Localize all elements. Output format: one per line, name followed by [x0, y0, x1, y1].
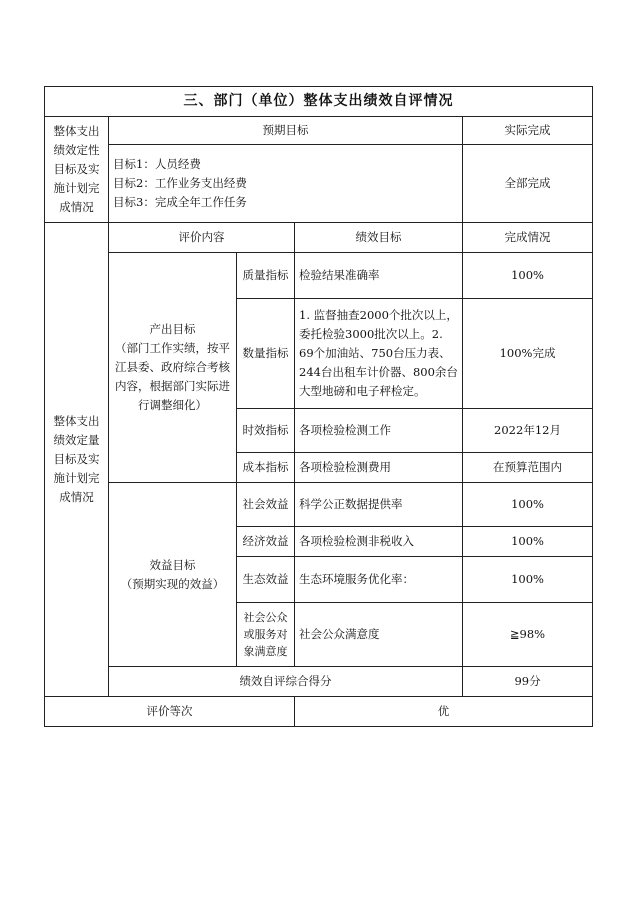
- header-content: 评价内容: [109, 223, 295, 253]
- grade-label: 评价等次: [45, 697, 295, 727]
- indicator-social: 社会效益: [237, 483, 295, 527]
- target-satisfaction: 社会公众满意度: [295, 603, 463, 667]
- indicator-quantity: 数量指标: [237, 299, 295, 409]
- target-economic: 各项检验检测非税收入: [295, 527, 463, 557]
- benefit-label: 效益目标: [149, 557, 196, 572]
- indicator-ecological: 生态效益: [237, 557, 295, 603]
- goals-cell: [109, 145, 463, 223]
- indicator-satisfaction: 社会公众或服务对象满意度: [237, 603, 295, 667]
- benefit-goal-cell: [109, 483, 237, 667]
- grade-row: [45, 697, 593, 727]
- output-goal-cell: [109, 253, 237, 483]
- benefit-note: （预期实现的效益）: [120, 576, 225, 591]
- status-cost: 在预算范围内: [463, 453, 593, 483]
- score-value: 99分: [463, 667, 593, 697]
- goal-3: 目标3：完成全年工作任务: [113, 195, 247, 209]
- output-note: （部门工作实绩，按平江县委、政府综合考核内容，根据部门实际进行调整细化）: [115, 341, 230, 412]
- indicator-quality: 质量指标: [237, 253, 295, 299]
- section2-header-row: [45, 223, 593, 253]
- header-expected: 预期目标: [109, 117, 463, 145]
- output-label: 产出目标: [149, 322, 196, 336]
- performance-table: [44, 86, 593, 727]
- target-quality: 检验结果准确率: [295, 253, 463, 299]
- target-quantity: 1. 监督抽查2000个批次以上，委托检验3000批次以上。2. 69个加油站、750台压力表、244台出租车计价器、800余台大型地磅和电子秤检定。: [295, 299, 463, 409]
- title-row: [45, 87, 593, 117]
- target-timeliness: 各项检验检测工作: [295, 409, 463, 453]
- table-title: 三、部门（单位）整体支出绩效自评情况: [45, 87, 593, 117]
- indicator-economic: 经济效益: [237, 527, 295, 557]
- indicator-cost: 成本指标: [237, 453, 295, 483]
- score-label: 绩效自评综合得分: [109, 667, 463, 697]
- status-satisfaction: ≧98%: [463, 603, 593, 667]
- goal-1: 目标1：人员经费: [113, 157, 201, 171]
- section1-header-row: [45, 117, 593, 145]
- target-cost: 各项检验检测费用: [295, 453, 463, 483]
- score-row: [45, 667, 593, 697]
- status-timeliness: 2022年12月: [463, 409, 593, 453]
- status-quantity: 100%完成: [463, 299, 593, 409]
- target-ecological: 生态环境服务优化率：: [295, 557, 463, 603]
- header-actual: 实际完成: [463, 117, 593, 145]
- status-ecological: 100%: [463, 557, 593, 603]
- actual-result: 全部完成: [463, 145, 593, 223]
- status-social: 100%: [463, 483, 593, 527]
- section1-goals-row: [45, 145, 593, 223]
- status-quality: 100%: [463, 253, 593, 299]
- grade-value: 优: [295, 697, 593, 727]
- section1-label: 整体支出绩效定性目标及实施计划完成情况: [45, 117, 109, 223]
- header-target: 绩效目标: [295, 223, 463, 253]
- goal-2: 目标2：工作业务支出经费: [113, 176, 247, 190]
- header-status: 完成情况: [463, 223, 593, 253]
- section2-label: 整体支出绩效定量目标及实施计划完成情况: [45, 223, 109, 697]
- indicator-timeliness: 时效指标: [237, 409, 295, 453]
- table-row: [45, 253, 593, 299]
- table-row: [45, 483, 593, 527]
- status-economic: 100%: [463, 527, 593, 557]
- target-social: 科学公正数据提供率: [295, 483, 463, 527]
